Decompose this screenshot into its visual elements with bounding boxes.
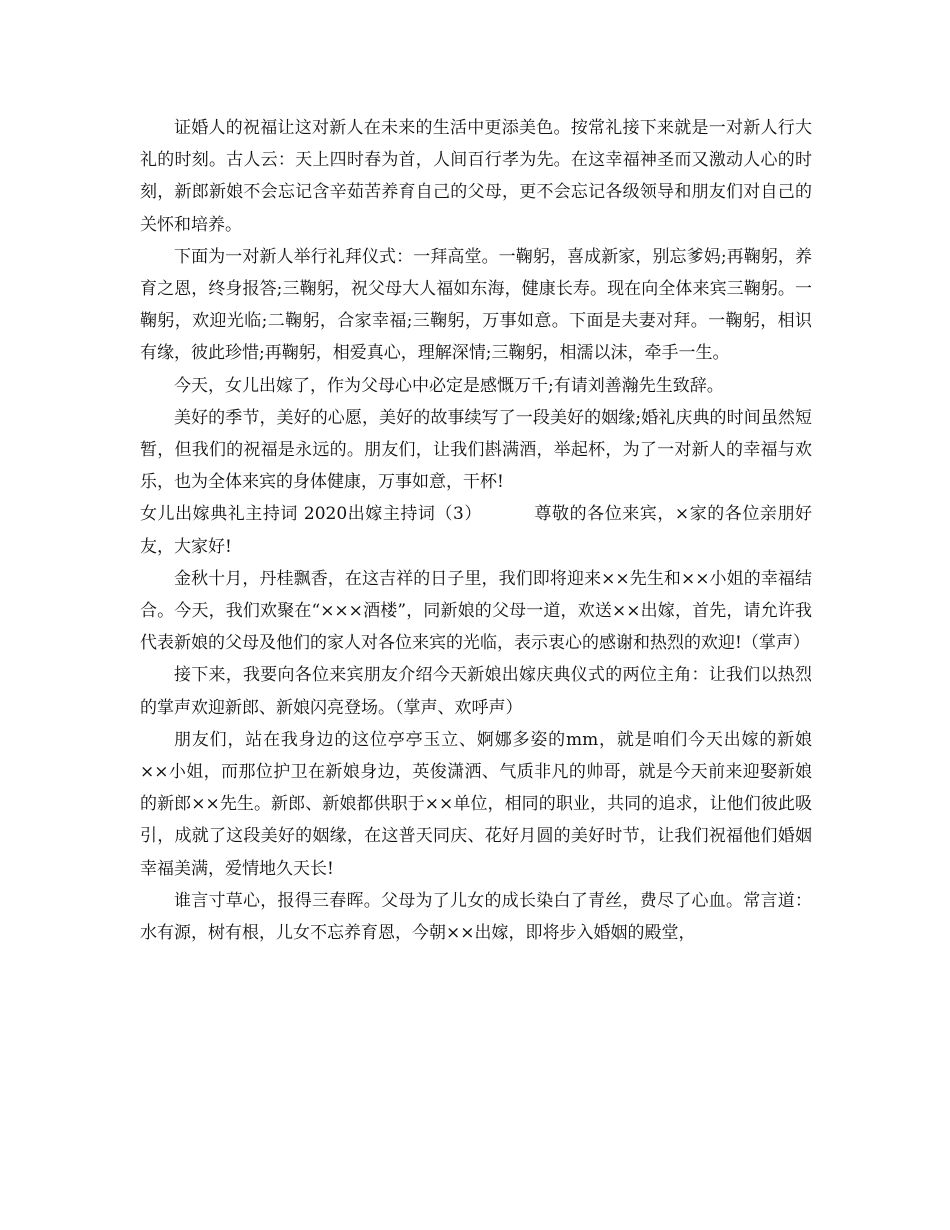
paragraph-bride-groom: 朋友们，站在我身边的这位亭亭玉立、婀娜多姿的mm，就是咱们今天出嫁的新娘××小姐，而那位护卫在新娘身边，英俊潇洒、气质非凡的帅哥，就是今天前来迎娶新娘的新郎××先生。新郎、新娘都供职于××单位，相同的职业，共同的追求，让他们彼此吸引，成就了这段美好的姻缘，在这普天同庆、花好月圆的美好时节，让我们祝福他们婚姻幸福美满，爱情地久天长! [140,729,812,879]
paragraph-toast: 美好的季节，美好的心愿，美好的故事续写了一段美好的姻缘;婚礼庆典的时间虽然短暂，但我们的祝福是永远的。朋友们，让我们斟满酒，举起杯，为了一对新人的幸福与欢乐，也为全体来宾的身体健康，万事如意，干杯! [140,407,812,493]
document-page [140,112,812,949]
paragraph-bowing-ceremony: 下面为一对新人举行礼拜仪式：一拜高堂。一鞠躬，喜成新家，别忘爹妈;再鞠躬，养育之恩，终身报答;三鞠躬，祝父母大人福如东海，健康长寿。现在向全体来宾三鞠躬。一鞠躬，欢迎光临;二鞠躬，合家幸福;三鞠躬，万事如意。下面是夫妻对拜。一鞠躬，相识有缘，彼此珍惜;再鞠躬，相爱真心，理解深情;三鞠躬，相濡以沫，牵手一生。 [140,246,812,364]
section-title: 女儿出嫁典礼主持词 2020出嫁主持词（3） [140,504,482,525]
section-heading-line [140,498,812,562]
section-opening: 尊敬的各位来宾，×家的各位亲朋好友，大家好! [140,504,813,557]
paragraph-welcome: 金秋十月，丹桂飘香，在这吉祥的日子里，我们即将迎来××先生和××小姐的幸福结合。今天，我们欢聚在“×××酒楼”，同新娘的父母一道，欢送××出嫁，首先，请允许我代表新娘的父母及他们的家人对各位来宾的光临，表示衷心的感谢和热烈的欢迎!（掌声） [140,568,812,654]
paragraph-gratitude: 谁言寸草心，报得三春晖。父母为了儿女的成长染白了青丝，费尽了心血。常言道：水有源，树有根，儿女不忘养育恩，今朝××出嫁，即将步入婚姻的殿堂， [140,890,812,944]
paragraph-parents-speech: 今天，女儿出嫁了，作为父母心中必定是感慨万千;有请刘善瀚先生致辞。 [174,375,724,396]
paragraph-introduce-couple: 接下来，我要向各位来宾朋友介绍今天新娘出嫁庆典仪式的两位主角：让我们以热烈的掌声欢迎新郎、新娘闪亮登场。（掌声、欢呼声） [140,665,812,718]
paragraph-vows: 证婚人的祝福让这对新人在未来的生活中更添美色。按常礼接下来就是一对新人行大礼的时刻。古人云：天上四时春为首，人间百行孝为先。在这幸福神圣而又激动人心的时刻，新郎新娘不会忘记含辛茹苦养育自己的父母，更不会忘记各级领导和朋友们对自己的关怀和培养。 [140,118,812,235]
